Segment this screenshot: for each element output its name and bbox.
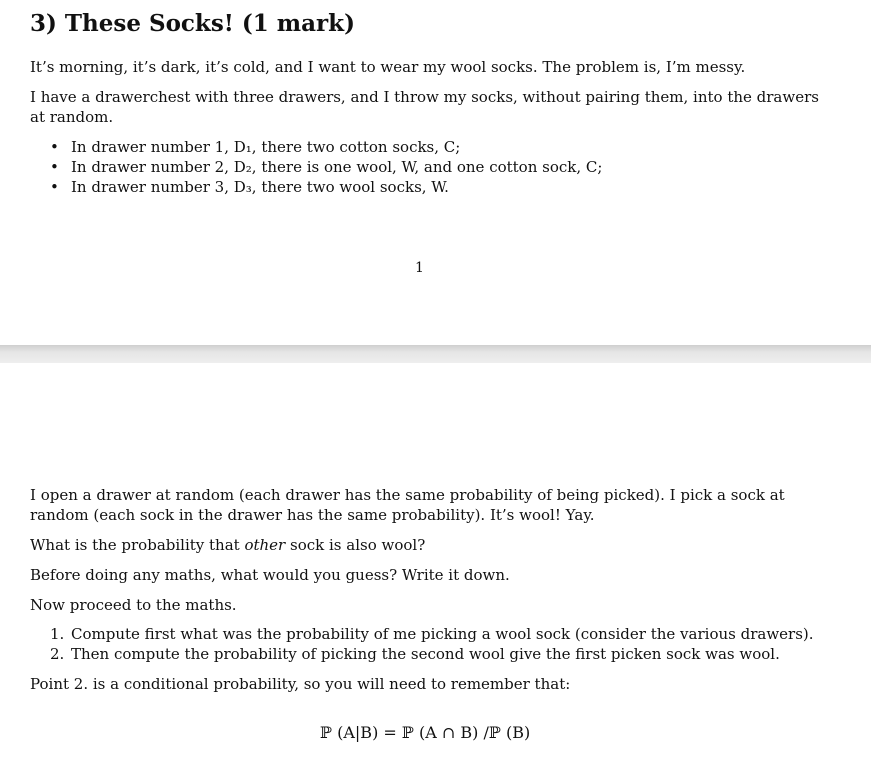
drawer-2-text: In drawer number 2, D₂, there is one wool, W, and one cotton sock, C; [71, 158, 603, 176]
question-post: sock is also wool? [285, 536, 426, 554]
drawer-1-text: In drawer number 1, D₁, there two cotton socks, C; [71, 138, 461, 156]
list-item [50, 624, 814, 644]
conditional-note: Point 2. is a conditional probability, so you will need to remember that: [30, 675, 571, 693]
bullet-marker: • [50, 158, 59, 176]
proceed-paragraph: Now proceed to the maths. [30, 596, 237, 614]
drawer-3-text: In drawer number 3, D₃, there two wool socks, W. [71, 178, 449, 196]
step-2-text: Then compute the probability of picking the second wool give the first picken sock was wool. [71, 645, 780, 663]
question-emphasis: other [244, 536, 286, 554]
experiment-paragraph: I open a drawer at random (each drawer has the same probability of being picked). I pick a sock at random (each sock in the drawer has the same probability). It’s wool! Yay. [30, 486, 785, 524]
question-pre: What is the probability that [30, 536, 245, 554]
step-marker: 2. [50, 645, 65, 663]
intro-paragraph: It’s morning, it’s dark, it’s cold, and I want to wear my wool socks. The problem is, I’m messy. [30, 58, 746, 76]
page-number: 1 [415, 260, 424, 276]
step-1-text: Compute first what was the probability of me picking a wool sock (consider the various drawers). [71, 625, 814, 643]
question-paragraph [30, 535, 820, 555]
bullet-marker: • [50, 138, 59, 156]
list-item [50, 644, 814, 664]
steps-list [50, 624, 814, 664]
page-2 [0, 363, 871, 760]
bayes-formula: ℙ (A|B) = ℙ (A ∩ B) /ℙ (B) [320, 723, 531, 742]
drawer-list [50, 137, 602, 197]
bullet-marker: • [50, 178, 59, 196]
list-item [50, 157, 602, 177]
guess-paragraph: Before doing any maths, what would you guess? Write it down. [30, 566, 510, 584]
page-separator [0, 345, 871, 363]
setup-paragraph: I have a drawerchest with three drawers, and I throw my socks, without pairing them, into the drawers at random. [30, 88, 819, 126]
question-title: 3) These Socks! (1 mark) [30, 10, 355, 37]
step-marker: 1. [50, 625, 65, 643]
page-1 [0, 0, 871, 345]
list-item [50, 177, 602, 197]
list-item [50, 137, 602, 157]
